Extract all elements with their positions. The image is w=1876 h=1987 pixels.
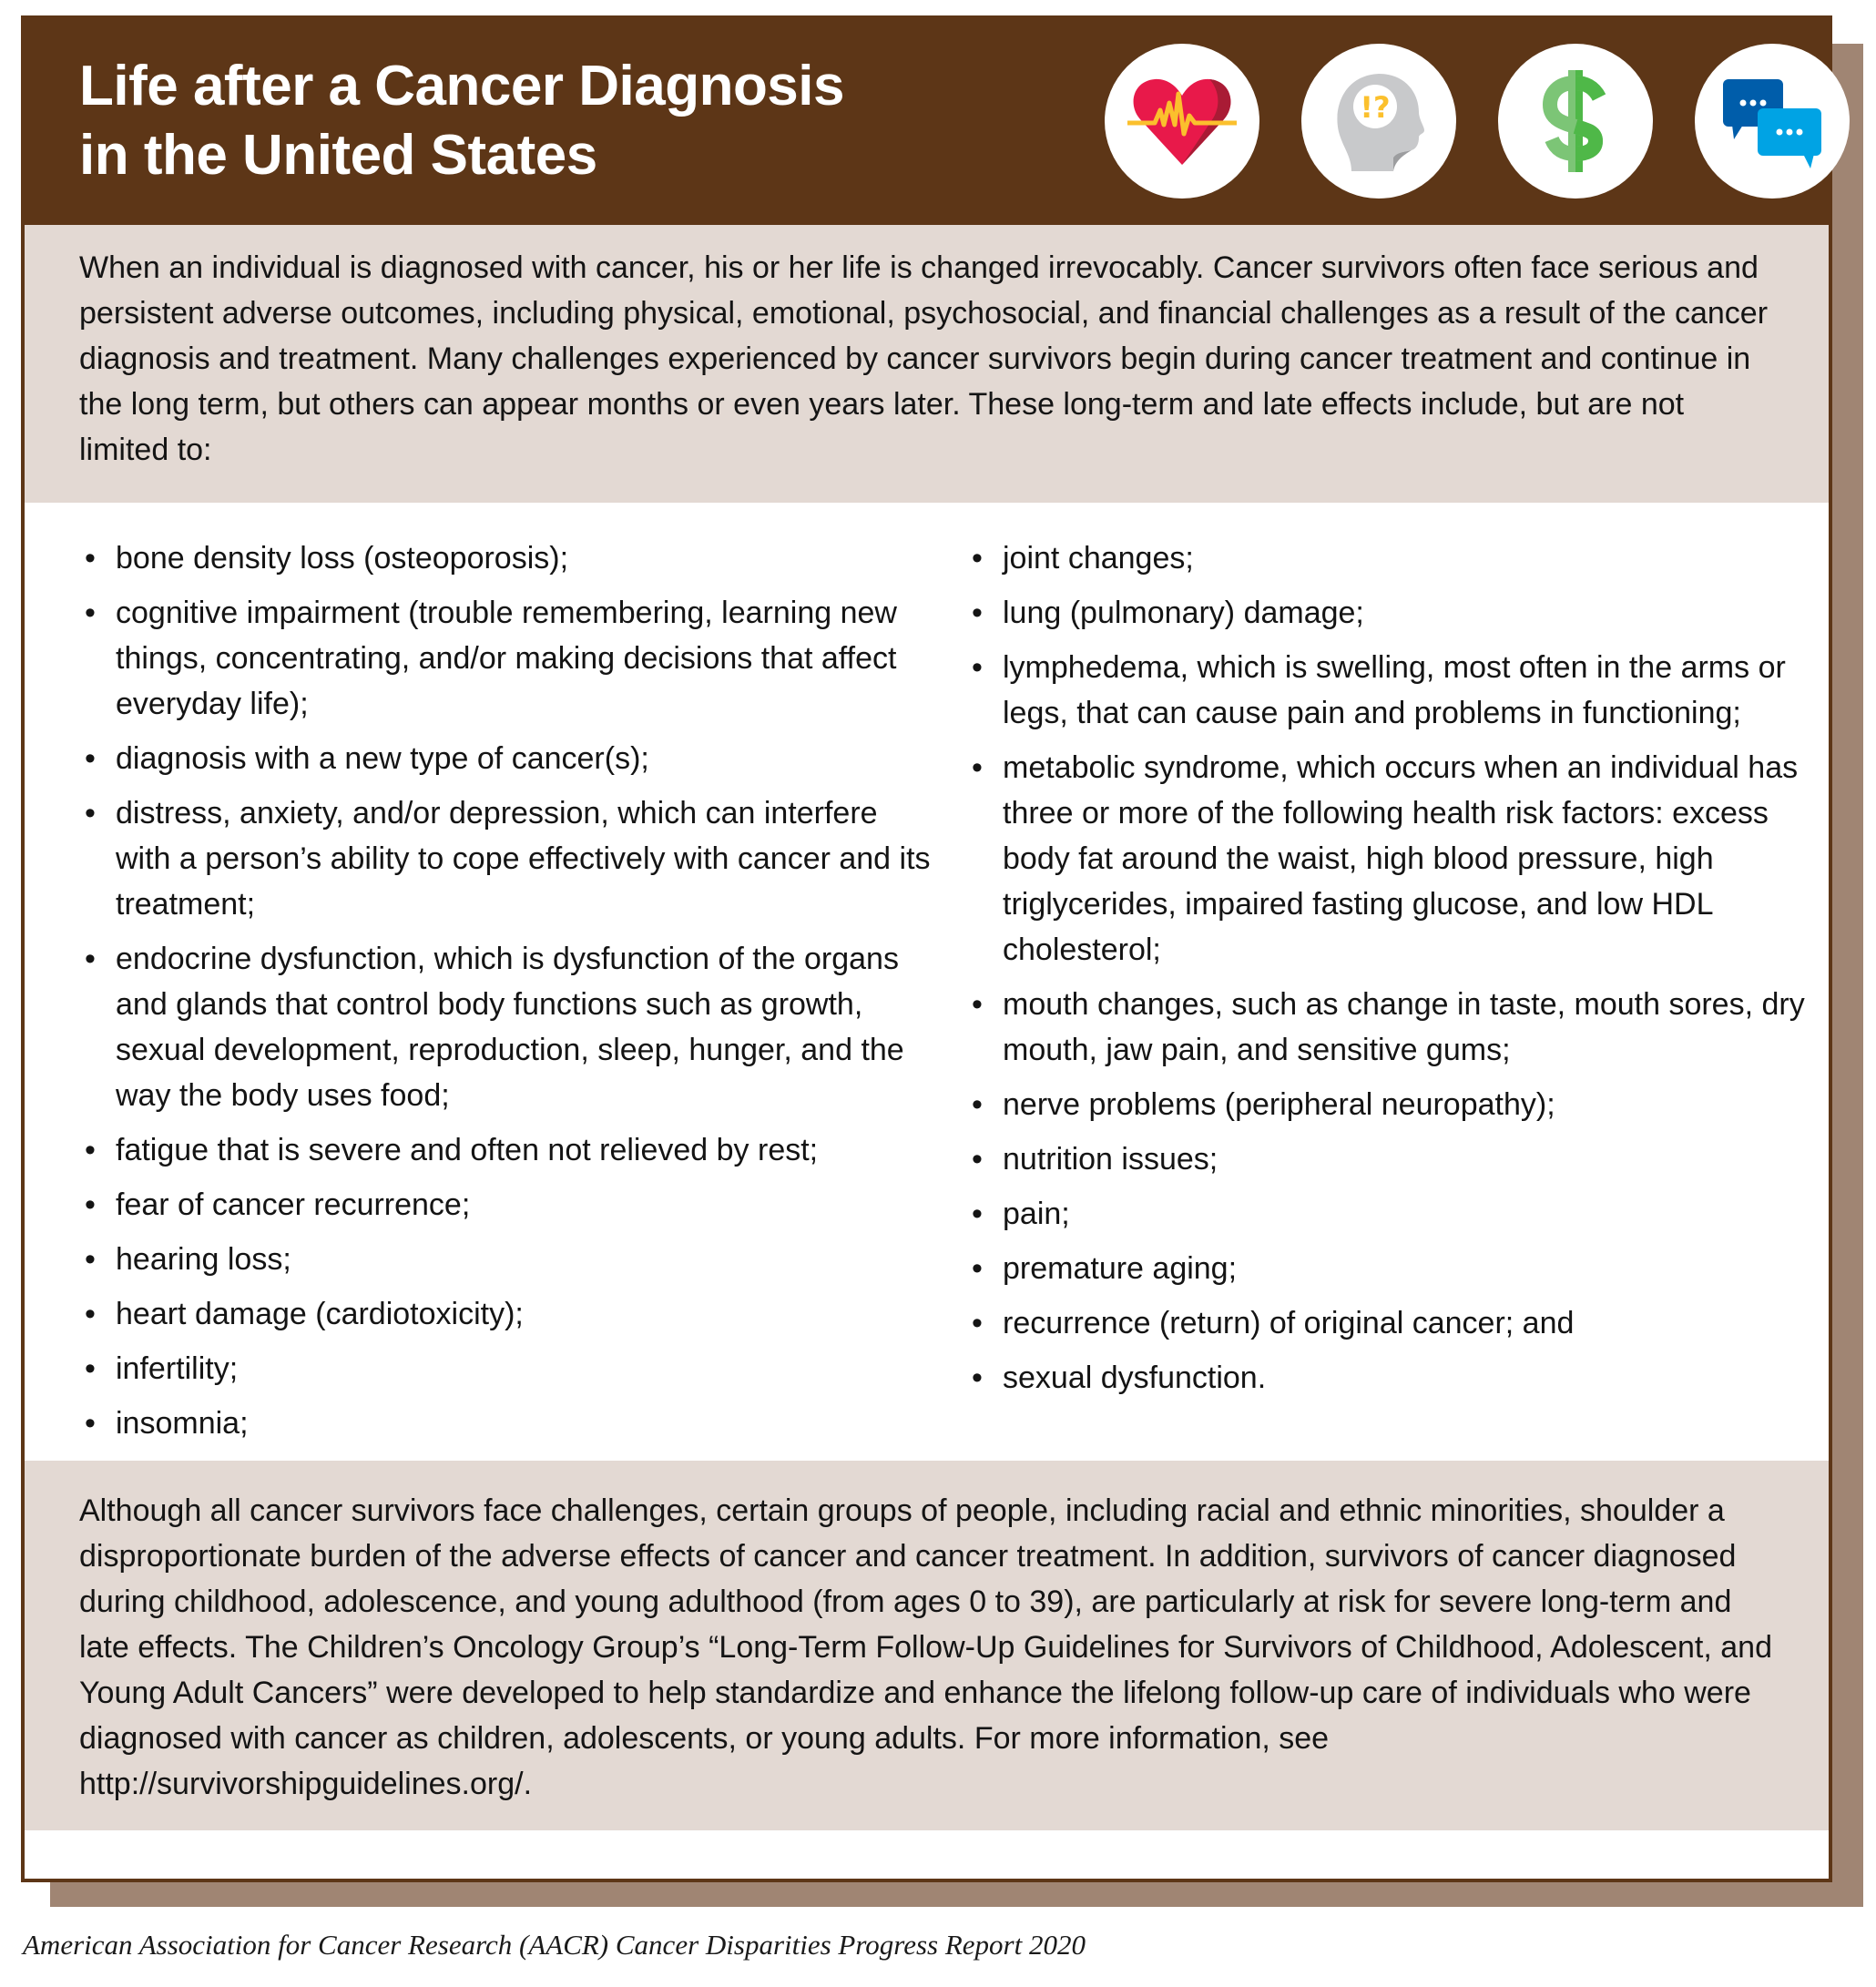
bullet-icon: • bbox=[972, 1087, 983, 1122]
bullet-icon: • bbox=[972, 750, 983, 785]
list-item bbox=[81, 736, 937, 781]
bullet-icon: • bbox=[85, 1133, 96, 1167]
list-item-text: endocrine dysfunction, which is dysfunction of the organs and glands that control body functions such as growth, sexual development, reproduction, sleep, hunger, and the way the body uses food; bbox=[116, 942, 904, 1113]
list-item bbox=[81, 1182, 937, 1228]
bullet-icon: • bbox=[972, 541, 983, 576]
list-item bbox=[81, 936, 937, 1118]
list-item-text: infertility; bbox=[116, 1351, 239, 1386]
list-item bbox=[968, 645, 1806, 736]
list-item-text: mouth changes, such as change in taste, mouth sores, dry mouth, jaw pain, and sensitive gums; bbox=[1003, 987, 1805, 1067]
list-item bbox=[968, 1246, 1806, 1291]
chat-bubbles-icon bbox=[1695, 44, 1850, 199]
list-item bbox=[968, 745, 1806, 973]
bullet-icon: • bbox=[85, 1297, 96, 1331]
list-item bbox=[968, 982, 1806, 1073]
header-banner bbox=[25, 19, 1829, 225]
bullet-icon: • bbox=[972, 1197, 983, 1231]
list-item bbox=[968, 590, 1806, 636]
bullet-icon: • bbox=[972, 1251, 983, 1286]
list-item-text: fatigue that is severe and often not relieved by rest; bbox=[116, 1133, 819, 1167]
list-item bbox=[81, 1291, 937, 1337]
intro-paragraph: When an individual is diagnosed with cancer, his or her life is changed irrevocably. Cancer survivors often face serious and persistent adverse outcomes, including physical, emotional, psychosocial, and financial challenges as a result of the cancer diagnosis and treatment. Many challenges experienced by cancer survivors begin during cancer treatment and continue in the long term, but others can appear months or even years later. These long-term and late effects include, but are not limited to: bbox=[79, 250, 1769, 467]
bullet-icon: • bbox=[972, 596, 983, 630]
bullet-icon: • bbox=[972, 1306, 983, 1340]
bullet-icon: • bbox=[85, 1242, 96, 1277]
bullet-icon: • bbox=[972, 650, 983, 685]
list-item-text: sexual dysfunction. bbox=[1003, 1360, 1267, 1395]
list-item-text: pain; bbox=[1003, 1197, 1070, 1231]
list-item bbox=[81, 1237, 937, 1282]
list-item bbox=[968, 1300, 1806, 1346]
bullet-icon: • bbox=[85, 1187, 96, 1222]
bullet-icon: • bbox=[85, 741, 96, 776]
svg-text:!?: !? bbox=[1360, 90, 1391, 125]
list-item bbox=[968, 1355, 1806, 1401]
list-item-text: lymphedema, which is swelling, most often in the arms or legs, that can cause pain and problems in functioning; bbox=[1003, 650, 1786, 730]
bullet-icon: • bbox=[85, 1406, 96, 1441]
list-item-text: joint changes; bbox=[1003, 541, 1194, 576]
title-line-1: Life after a Cancer Diagnosis bbox=[79, 55, 844, 117]
heart-pulse-icon bbox=[1105, 44, 1259, 199]
list-item-text: nerve problems (peripheral neuropathy); bbox=[1003, 1087, 1555, 1122]
list-item-text: fear of cancer recurrence; bbox=[116, 1187, 471, 1222]
effects-list-left bbox=[81, 535, 937, 1455]
list-item-text: metabolic syndrome, which occurs when an individual has three or more of the following health risk factors: excess body fat around the waist, high blood pressure, high triglycerides, impaired fasting glucose, and low HDL cholesterol; bbox=[1003, 750, 1799, 967]
source-caption: American Association for Cancer Research (AACR) Cancer Disparities Progress Report 2020 bbox=[23, 1929, 1086, 1961]
title-line-2: in the United States bbox=[79, 124, 597, 187]
head-question-icon bbox=[1301, 44, 1456, 199]
list-item-text: diagnosis with a new type of cancer(s); bbox=[116, 741, 649, 776]
list-item-text: bone density loss (osteoporosis); bbox=[116, 541, 569, 576]
intro-section bbox=[25, 225, 1829, 503]
bullet-icon: • bbox=[85, 942, 96, 976]
closing-section bbox=[25, 1461, 1829, 1830]
list-item-text: distress, anxiety, and/or depression, which can interfere with a person’s ability to cope effectively with cancer and its treatment; bbox=[116, 796, 931, 922]
list-item-text: cognitive impairment (trouble remembering, learning new things, concentrating, and/or making decisions that affect everyday life); bbox=[116, 596, 897, 721]
list-item bbox=[81, 790, 937, 927]
list-item bbox=[81, 1346, 937, 1391]
list-item-text: lung (pulmonary) damage; bbox=[1003, 596, 1364, 630]
list-item bbox=[968, 1082, 1806, 1127]
bullet-icon: • bbox=[972, 1360, 983, 1395]
effects-list-right bbox=[968, 535, 1806, 1410]
list-item-text: recurrence (return) of original cancer; and bbox=[1003, 1306, 1575, 1340]
list-item-text: nutrition issues; bbox=[1003, 1142, 1218, 1177]
bullet-icon: • bbox=[85, 1351, 96, 1386]
bullet-icon: • bbox=[972, 987, 983, 1022]
list-item bbox=[968, 535, 1806, 581]
list-item bbox=[81, 1127, 937, 1173]
list-item bbox=[81, 590, 937, 727]
list-item-text: heart damage (cardiotoxicity); bbox=[116, 1297, 524, 1331]
list-item bbox=[968, 1136, 1806, 1182]
bullet-icon: • bbox=[972, 1142, 983, 1177]
list-item-text: insomnia; bbox=[116, 1406, 249, 1441]
list-item-text: hearing loss; bbox=[116, 1242, 291, 1277]
bullet-icon: • bbox=[85, 541, 96, 576]
list-item bbox=[81, 535, 937, 581]
bullet-icon: • bbox=[85, 596, 96, 630]
dollar-sign-icon bbox=[1498, 44, 1653, 199]
effects-list-section bbox=[25, 503, 1829, 1461]
closing-paragraph: Although all cancer survivors face challenges, certain groups of people, including racial and ethnic minorities, shoulder a disproportionate burden of the adverse effects of cancer and cancer treatment. In addition, survivors of cancer diagnosed during childhood, adolescence, and young adulthood (from ages 0 to 39), are particularly at risk for severe long-term and late effects. The Children’s Oncology Group’s “Long-Term Follow-Up Guidelines for Survivors of Childhood, Adolescent, and Young Adult Cancers” were developed to help standardize and enhance the lifelong follow-up care of individuals who were diagnosed with cancer as children, adolescents, or young adults. For more information, see http://survivorshipguidelines.org/. bbox=[79, 1493, 1772, 1801]
list-item bbox=[968, 1191, 1806, 1237]
list-item bbox=[81, 1401, 937, 1446]
page-title bbox=[79, 52, 844, 190]
list-item-text: premature aging; bbox=[1003, 1251, 1238, 1286]
bullet-icon: • bbox=[85, 796, 96, 830]
infographic-box bbox=[21, 15, 1832, 1882]
